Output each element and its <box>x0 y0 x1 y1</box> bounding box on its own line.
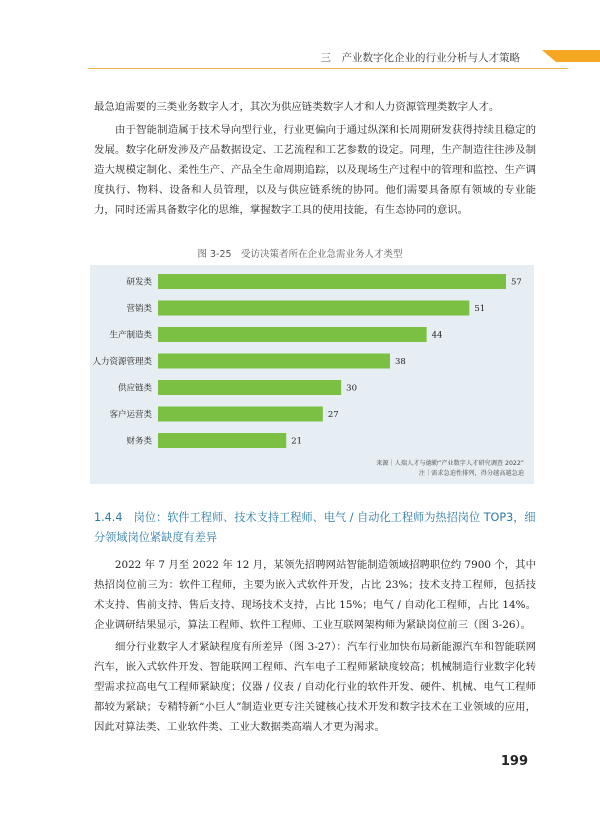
bar-value-label: 51 <box>474 304 486 314</box>
bar <box>158 301 469 316</box>
bar <box>158 327 427 342</box>
bar-value-label: 30 <box>346 383 357 394</box>
category-label: 供应链类 <box>117 383 152 394</box>
paragraph-3: 2022 年 7 月至 2022 年 12 月，某领先招聘网站智能制造领域招聘职位约 7900 个，其中热招岗位前三为：软件工程师，主要为嵌入式软件开发，占比 23%；技术支持工程师，包括技术支持、售前支持、售后支持、现场技术支持，占比 15%；电气 / 自动化工程师，占比 14%。企业调研结果显示，算法工程师、软件工程师、工业互联网架构师为紧缺岗位前三（图 3-26）。 <box>94 559 536 631</box>
bar <box>158 433 286 448</box>
page-number: 199 <box>500 754 528 769</box>
running-header: 三 产业数字化企业的行业分析与人才策略 <box>320 52 520 64</box>
category-label: 财务类 <box>126 436 152 447</box>
source-line-1: 来源｜人瑞人才与德勤“产业数字人才研究调查 2022” <box>376 460 524 467</box>
bar-value-label: 44 <box>431 330 443 341</box>
category-label: 研发类 <box>126 277 152 288</box>
category-label: 客户运营类 <box>109 410 152 420</box>
bar-chart <box>90 265 534 484</box>
bar <box>158 274 506 289</box>
bar-chart-svg <box>90 265 534 484</box>
header-accent-bar <box>542 50 600 62</box>
paragraph-4: 细分行业数字人才紧缺程度有所差异（图 3-27）：汽车行业加快布局新能源汽车和智能联网汽车，嵌入式软件开发、智能联网工程师、汽车电子工程师紧缺度较高；机械制造行业数字化转型需求拉高电气工程师紧缺度；仪器 / 仪表 / 自动化行业的软件开发、硬件、机械、电气工程师都较为紧缺；专精特新“小巨人”制造业更专注关键核心技术开发和数字技术在工业领域的应用，因此对算法类、工业软件类、工业大数据类高端人才更为渴求。 <box>94 641 536 733</box>
bar <box>158 380 341 395</box>
header-rule <box>88 68 568 69</box>
category-label: 人力资源管理类 <box>92 357 152 367</box>
bar-value-label: 21 <box>291 436 303 447</box>
bar <box>158 407 323 422</box>
paragraph-1: 最急迫需要的三类业务数字人才，其次为供应链类数字人才和人力资源管理类数字人才。 <box>94 101 500 113</box>
bar-value-label: 57 <box>511 277 522 288</box>
figure-source <box>376 459 524 479</box>
section-heading: 1.4.4 岗位：软件工程师、技术支持工程师、电气 / 自动化工程师为热招岗位 TOP3，细分领域岗位紧缺度有差异 <box>94 511 536 544</box>
bar-value-label: 38 <box>395 357 406 367</box>
bar <box>158 354 390 369</box>
source-line-2: 注｜需求急迫性排列，得分越高越急迫 <box>418 470 524 477</box>
category-label: 营销类 <box>126 304 152 314</box>
paragraph-2: 由于智能制造属于技术导向型行业，行业更偏向于通过纵深和长周期研发获得持续且稳定的发展。数字化研发涉及产品数据设定、工艺流程和工艺参数的设定。同理，生产制造往往涉及制造大规模定制化、柔性生产、产品全生命周期追踪，以及现场生产过程中的管理和监控、生产调度执行、物料、设备和人员管理，以及与供应链系统的协同。他们需要具备原有领域的专业能力，同时还需具备数字化的思维，掌握数字工具的使用技能，有生态协同的意识。 <box>94 124 536 216</box>
bar-value-label: 27 <box>327 410 339 420</box>
category-label: 生产制造类 <box>109 330 152 341</box>
figure-title: 图 3-25 受访决策者所在企业急需业务人才类型 <box>197 249 403 260</box>
